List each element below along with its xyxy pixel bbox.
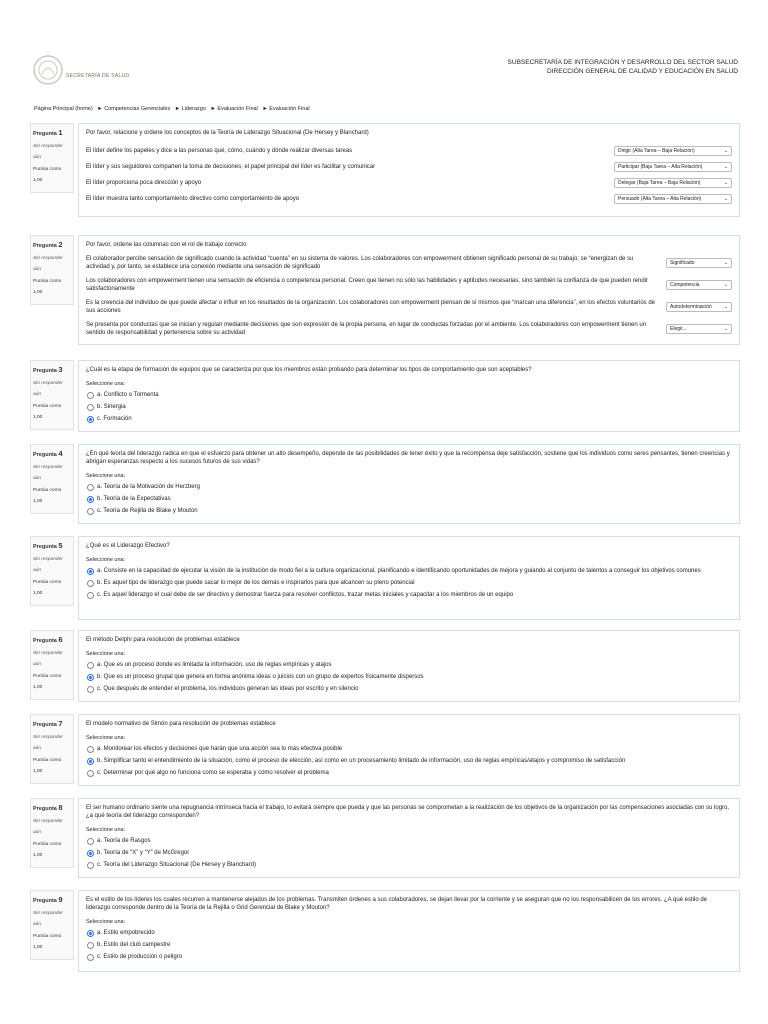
answer-option[interactable] [87, 483, 732, 491]
match-select[interactable]: Dirigir (Alta Tarea – Baja Relación) ⌄ [614, 146, 732, 156]
option-label: b. Estilo del club campestre [97, 942, 171, 948]
question-status: Sin responder aún [33, 818, 63, 835]
option-label: a. Conflicto o Tormenta [97, 392, 159, 398]
government-emblem-icon [30, 52, 120, 88]
question-score: Puntúa como 1,00 [33, 166, 62, 183]
question-info [30, 714, 74, 784]
option-label: c. Estilo de producción o peligro [97, 954, 183, 960]
match-row [86, 146, 732, 156]
question-content [78, 123, 740, 217]
breadcrumb-liderazgo[interactable]: ► Liderazgo [174, 106, 206, 112]
question-info [30, 444, 74, 514]
answer-option[interactable] [87, 673, 732, 681]
question-info [30, 235, 74, 305]
question-info [30, 123, 74, 193]
answer-option[interactable] [87, 769, 732, 777]
question-info [30, 890, 74, 960]
question-content [78, 630, 740, 702]
select-one-label: Seleccione una: [86, 827, 126, 833]
question-score: Puntúa como 1,00 [33, 487, 62, 504]
radio-button[interactable] [87, 580, 94, 587]
option-label: b. Que es un proceso grupal que genera en forma anónima ideas o juicios con un grupo de expertos físicamente dispersos [97, 674, 424, 680]
page-header [0, 0, 768, 95]
option-label: c. Formación [97, 416, 132, 422]
question-score: Puntúa como 1,00 [33, 278, 62, 295]
breadcrumb-home[interactable]: Página Principal (home) [34, 106, 93, 112]
radio-button[interactable] [87, 850, 94, 857]
logo-text: SECRETARÍA DE SALUD [66, 73, 130, 79]
question-content [78, 798, 740, 878]
select-one-label: Seleccione una: [86, 651, 126, 657]
radio-button[interactable] [87, 592, 94, 599]
question-status: Sin responder aún [33, 143, 63, 160]
question-status: Sin responder aún [33, 650, 63, 667]
organization-line-1: SUBSECRETARÍA DE INTEGRACIÓN Y DESARROLLO DEL SECTOR SALUD [507, 59, 738, 66]
chevron-down-icon: ⌄ [723, 180, 728, 186]
match-row [86, 162, 732, 172]
answer-option[interactable] [87, 941, 732, 949]
radio-button[interactable] [87, 404, 94, 411]
match-select[interactable]: Competencia ⌄ [666, 280, 732, 290]
match-statement: El líder define los papeles y dice a las personas qué, cómo, cuándo y dónde realizar diversas tareas [86, 148, 353, 154]
question-number: Pregunta 5 [33, 541, 63, 550]
question-score: Puntúa como 1,00 [33, 933, 62, 950]
match-select[interactable]: Elegir... ⌄ [666, 324, 732, 334]
option-label: c. Que después de entender el problema, los individuos generan las ideas por escrito y en silencio [97, 686, 359, 692]
answer-option[interactable] [87, 849, 732, 857]
organization-line-2: DIRECCIÓN GENERAL DE CALIDAD Y EDUCACIÓN EN SALUD [547, 68, 738, 75]
question-number: Pregunta 4 [33, 449, 63, 458]
answer-option[interactable] [87, 403, 732, 411]
answer-option[interactable] [87, 579, 732, 587]
option-label: b. Es aquel tipo de liderazgo que puede sacar lo mejor de los demás e inspirarlos para que alcancen su pleno potencial [97, 580, 415, 586]
question-number: Pregunta 3 [33, 365, 63, 374]
match-select[interactable]: Delegar (Baja Tarea – Baja Relación) ⌄ [614, 178, 732, 188]
breadcrumb [34, 106, 313, 112]
question-number: Pregunta 6 [33, 635, 63, 644]
question-score: Puntúa como 1,00 [33, 841, 62, 858]
match-row [86, 178, 732, 188]
answer-option[interactable] [87, 415, 732, 423]
select-one-label: Seleccione una: [86, 381, 126, 387]
radio-button[interactable] [87, 568, 94, 575]
match-select[interactable]: Participar (Baja Tarea – Alta Relación) ⌄ [614, 162, 732, 172]
answer-option[interactable] [87, 757, 732, 765]
question-content [78, 714, 740, 786]
question-text: El ser humano ordinario siente una repugnancia intrínseca hacia el trabajo, lo evitará siempre que pueda y que las personas se comprometan a la realización de los objetivos de la organización por las compensaciones asociadas con su logro, ¿a qué teoría del liderazgo corresponden? [86, 805, 730, 819]
radio-button[interactable] [87, 416, 94, 423]
question-info [30, 536, 74, 606]
option-label: a. Teoría de Rasgos [97, 838, 151, 844]
question-number: Pregunta 2 [33, 240, 63, 249]
question-text: Es el estilo de los líderes los cuales recurren a mantenerse alejados de los problemas. Transmiten órdenes a sus colaboradores, se dejan llevar por la corriente y se aseguran que no los responsabilicen de los errores. ¿A qué estilo de liderazgo corresponde dentro de la Teoría de la Rejilla o Grid Gerencial de Blake y Mouton? [86, 897, 708, 911]
chevron-down-icon: ⌄ [723, 282, 728, 288]
option-label: b. Simplificar tanto el entendimiento de la situación, como el proceso de elección, así como en un procesamiento limitado de información, uso de reglas empíricas/atajos y compromiso de satisfacción [97, 758, 626, 764]
radio-button[interactable] [87, 686, 94, 693]
question-info [30, 798, 74, 868]
select-one-label: Seleccione una: [86, 735, 126, 741]
question-text: Por favor, ordene las columnas con el rol de trabajo correcto [86, 242, 247, 248]
option-label: b. Teoría de la Expectativas [97, 496, 171, 502]
question-score: Puntúa como 1,00 [33, 757, 62, 774]
radio-button[interactable] [87, 770, 94, 777]
chevron-down-icon: ⌄ [723, 164, 728, 170]
answer-option[interactable] [87, 661, 732, 669]
question-status: Sin responder aún [33, 556, 63, 573]
match-statement: El líder y sus seguidores comparten la toma de decisiones; el papel principal del líder es facilitar y comunicar [86, 164, 376, 170]
question-content [78, 444, 740, 524]
radio-button[interactable] [87, 930, 94, 937]
question-score: Puntúa como 1,00 [33, 673, 62, 690]
option-label: c. Es aquel liderazgo el cual debe de ser directivo y demostrar fuerza para resolver conflictos, trazar metas iniciales y capacitar a los miembros de un equipo [97, 592, 514, 598]
match-row [86, 321, 732, 337]
question-content [78, 536, 740, 620]
match-statement: Es la creencia del individuo de que puede afectar o influir en los resultados de la organización. Los colaboradores con empowerment piensan de sí mismos que “marcan una diferencia”, en los efectos voluntarios de sus acciones [86, 300, 655, 314]
breadcrumb-competencias[interactable]: ► Competencias Gerenciales [97, 106, 171, 112]
breadcrumb-evaluacion-final: ► Evaluación Final [262, 106, 310, 112]
answer-option[interactable] [87, 507, 732, 515]
answer-option[interactable] [87, 391, 732, 399]
match-select[interactable]: Persuadir (Alta Tarea – Alta Relación) ⌄ [614, 194, 732, 204]
option-label: c. Teoría de Rejilla de Blake y Mouton [97, 508, 198, 514]
question-score: Puntúa como 1,00 [33, 579, 62, 596]
radio-button[interactable] [87, 496, 94, 503]
match-row [86, 299, 732, 315]
answer-option[interactable] [87, 837, 732, 845]
match-statement: Se presenta por conductas que se inician y regulan mediante decisiones que son expresión de la propia persona, en lugar de conductas forzadas por el ambiente. Los colaboradores con empowerment tienen un sentido de responsabilidad y pertenencia sobre su actividad [86, 322, 647, 336]
select-one-label: Seleccione una: [86, 557, 126, 563]
organization-title [508, 58, 738, 76]
radio-button[interactable] [87, 484, 94, 491]
radio-button[interactable] [87, 862, 94, 869]
option-label: a. Estilo empobrecido [97, 930, 155, 936]
question-number: Pregunta 1 [33, 128, 63, 137]
question-text: El método Delphi para resolución de problemas establece [86, 637, 240, 643]
option-label: a. Teoría de la Motivación de Herzberg [97, 484, 200, 490]
question-info [30, 360, 74, 430]
select-one-label: Seleccione una: [86, 473, 126, 479]
answer-option[interactable] [87, 745, 732, 753]
answer-option[interactable] [87, 929, 732, 937]
match-statement: Los colaboradores con empowerment tienen una sensación de eficiencia o competencia personal. Creen que tienen no sólo las habilidades y aptitudes necesarias, sino también la confianza de que pueden rendir satisfactoriamente [86, 278, 649, 292]
radio-button[interactable] [87, 758, 94, 765]
radio-button[interactable] [87, 954, 94, 961]
chevron-down-icon: ⌄ [723, 196, 728, 202]
option-label: c. Teoría del Liderazgo Situacional (De Hersey y Blanchard) [97, 862, 256, 868]
question-number: Pregunta 9 [33, 895, 63, 904]
select-one-label: Seleccione una: [86, 919, 126, 925]
option-label: a. Que es un proceso donde es limitada la información, uso de reglas empíricas y atajos [97, 662, 332, 668]
match-row [86, 194, 732, 204]
question-content [78, 235, 740, 345]
radio-button[interactable] [87, 838, 94, 845]
match-statement: El colaborador percibe sensación de significado cuando la actividad “cuenta” en su sistema de valores. Los colaboradores con empowerment obtienen significado personal de su trabajo; se “energizan de su actividad y, por tanto, se establece una conexión mediante una sensación de significado [86, 256, 634, 270]
question-text: El modelo normativo de Simón para resolución de problemas establece [86, 721, 276, 727]
match-statement: El líder muestra tanto comportamiento directivo como comportamiento de apoyo [86, 196, 300, 202]
match-statement: El líder proporciona poca dirección y apoyo [86, 180, 202, 186]
question-text: Por favor, relacione y ordene los conceptos de la Teoría de Liderazgo Situacional (De Hersey y Blanchard) [86, 130, 369, 136]
question-content [78, 890, 740, 972]
option-label: a. Monitorear los efectos y decisiones que harán que una acción sea lo más efectiva posible [97, 746, 343, 752]
question-status: Sin responder aún [33, 255, 63, 272]
answer-option[interactable] [87, 591, 732, 599]
chevron-down-icon: ⌄ [723, 148, 728, 154]
question-status: Sin responder aún [33, 464, 63, 481]
chevron-down-icon: ⌄ [723, 260, 728, 266]
match-select[interactable]: Autodeterminación ⌄ [666, 302, 732, 312]
question-content [78, 360, 740, 432]
question-status: Sin responder aún [33, 910, 63, 927]
match-select[interactable]: Significado ⌄ [666, 258, 732, 268]
radio-button[interactable] [87, 942, 94, 949]
radio-button[interactable] [87, 746, 94, 753]
radio-button[interactable] [87, 662, 94, 669]
radio-button[interactable] [87, 508, 94, 515]
answer-option[interactable] [87, 861, 732, 869]
question-text: ¿En qué teoría del liderazgo radica en que el esfuerzo para obtener un alto desempeño, depende de las posibilidades de tener éxito y que la recompensa deje satisfacción, sostiene que los individuos como seres pensantes, tienen creencias y abrigan esperanzas respecto a los sucesos futuros de sus vidas? [86, 451, 730, 465]
option-label: b. Sinergia [97, 404, 126, 410]
question-text: ¿Cuál es la etapa de formación de equipos que se caracteriza por que los miembros están probando para determinar los tipos de comportamiento que son aceptables? [86, 367, 532, 373]
chevron-down-icon: ⌄ [723, 304, 728, 310]
option-label: b. Teoría de “X” y “Y” de McGregor [97, 850, 190, 856]
match-row [86, 277, 732, 293]
radio-button[interactable] [87, 392, 94, 399]
question-number: Pregunta 7 [33, 719, 63, 728]
answer-option[interactable] [87, 567, 732, 575]
match-row [86, 255, 732, 271]
question-text: ¿Qué es el Liderazgo Efectivo? [86, 543, 170, 549]
option-label: a. Consiste en la capacidad de ejecutar la visión de la institución de modo fiel a la cultura organizacional, planificando e identificando oportunidades de mejora y guiando al conjunto de talentos a conseguir los objetivos comunes [97, 568, 701, 574]
question-status: Sin responder aún [33, 734, 63, 751]
breadcrumb-evaluacion[interactable]: ► Evaluación Final [210, 106, 258, 112]
answer-option[interactable] [87, 685, 732, 693]
radio-button[interactable] [87, 674, 94, 681]
question-number: Pregunta 8 [33, 803, 63, 812]
answer-option[interactable] [87, 953, 732, 961]
chevron-down-icon: ⌄ [723, 326, 728, 332]
answer-option[interactable] [87, 495, 732, 503]
question-status: Sin responder aún [33, 380, 63, 397]
question-info [30, 630, 74, 700]
question-score: Puntúa como 1,00 [33, 403, 62, 420]
option-label: c. Determinar por qué algo no funciona como se esperaba y cómo resolver el problema [97, 770, 329, 776]
